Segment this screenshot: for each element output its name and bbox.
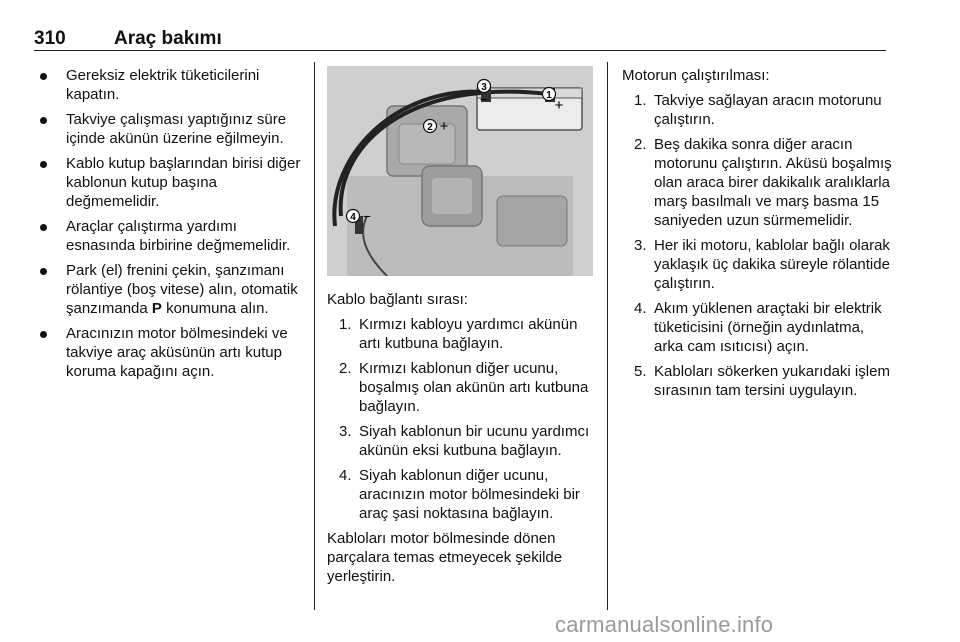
gear-key-p: P (151, 300, 162, 317)
minus-sign: − (362, 208, 372, 224)
list-item: Takviye çalışması yaptığınız süre içinde akünün üzerine eğilmeyin. (34, 110, 304, 148)
plus-sign: + (439, 118, 449, 135)
engine-start-steps (622, 91, 892, 400)
list-item: Park (el) frenini çekin, şanzımanı rölantiye (boş vitese) alın, otomatik şanzımanda P konumuna alın. (34, 261, 304, 318)
bullet-dot (40, 268, 47, 275)
column-2 (327, 66, 597, 592)
engine-start-heading: Motorun çalıştırılması: (622, 67, 770, 84)
list-item: 2. Kırmızı kablonun diğer ucunu, boşalmış olan akünün artı kutbuna bağlayın. (339, 360, 589, 415)
column-divider-left (314, 62, 315, 610)
callout-1: 1 (546, 90, 552, 101)
precaution-list (34, 66, 304, 381)
list-item: 3. Siyah kablonun bir ucunu yardımcı akünün eksi kutbuna bağlayın. (339, 423, 590, 459)
page-header (34, 28, 886, 52)
plus-sign: + (554, 97, 564, 114)
list-item: Aracınızın motor bölmesindeki ve takviye araç aküsünün artı kutup koruma kapağını açın. (34, 324, 304, 381)
engine-bay-illustration (327, 66, 593, 276)
bullet-dot (40, 224, 47, 231)
list-item: Kablo kutup başlarından birisi diğer kablonun kutup başına değmemelidir. (34, 154, 304, 211)
list-item: 3. Her iki motoru, kablolar bağlı olarak yaklaşık üç dakika süreyle rölantide çalıştırın. (634, 237, 890, 292)
connection-steps (327, 315, 597, 523)
list-item: 4. Akım yüklenen araçtaki bir elektrik tüketicisini (örneğin aydınlatma, arka cam ısıtıcısı) açın. (634, 300, 882, 355)
column-divider-right (607, 62, 608, 610)
jump-start-illustration (327, 66, 593, 276)
bullet-dot (40, 73, 47, 80)
bullet-dot (40, 117, 47, 124)
connection-order-heading: Kablo bağlantı sırası: (327, 291, 468, 308)
bullet-dot (40, 331, 47, 338)
list-item: 2. Beş dakika sonra diğer aracın motorunu çalıştırın. Aküsü boşalmış olan araca birer dakikalık aralıklarla marş basılmalı ve marş basma 15 saniyeden uzun sürmemelidir. (634, 136, 892, 229)
column-3 (622, 66, 892, 406)
watermark: carmanualsonline.info (555, 612, 774, 637)
cable-routing-note: Kabloları motor bölmesinde dönen parçalara temas etmeyecek şekilde yerleştirin. (327, 530, 563, 585)
list-item: 1. Takviye sağlayan aracın motorunu çalıştırın. (634, 92, 882, 128)
list-item: Araçlar çalıştırma yardımı esnasında birbirine değmemelidir. (34, 217, 304, 255)
list-item: 4. Siyah kablonun diğer ucunu, aracınızın motor bölmesindeki bir araç şasi noktasına bağlayın. (339, 467, 580, 522)
callout-2: 2 (427, 122, 433, 133)
page-number: 310 (34, 28, 66, 49)
column-1 (34, 66, 304, 387)
list-item: Gereksiz elektrik tüketicilerini kapatın. (34, 66, 304, 104)
callout-3: 3 (481, 82, 487, 93)
list-item: 5. Kabloları sökerken yukarıdaki işlem sırasının tam tersini uygulayın. (634, 363, 890, 399)
callout-4: 4 (350, 212, 356, 223)
header-divider (34, 50, 886, 51)
list-item: 1. Kırmızı kabloyu yardımcı akünün artı kutbuna bağlayın. (339, 316, 578, 352)
page-title: Araç bakımı (114, 28, 222, 49)
bullet-dot (40, 161, 47, 168)
minus-sign: − (479, 91, 489, 107)
